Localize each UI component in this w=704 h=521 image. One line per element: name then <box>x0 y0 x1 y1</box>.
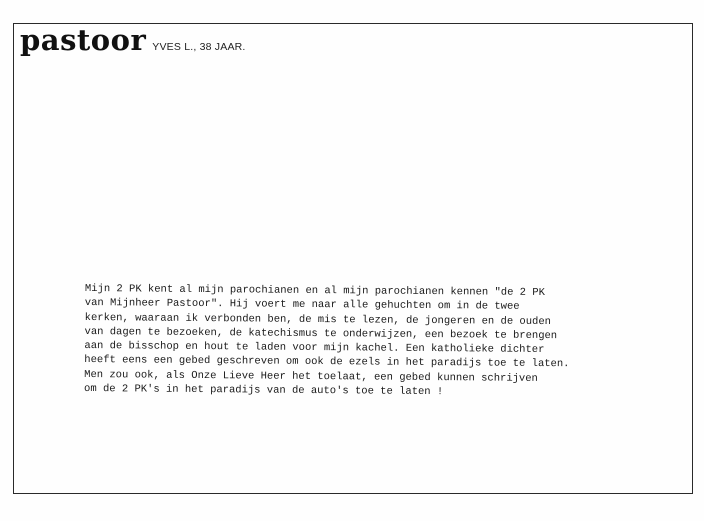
heading <box>20 23 246 57</box>
text-line: van dagen te bezoeken, de katechismus te onderwijzen, een bezoek te brengen <box>84 325 558 343</box>
page-title: pastoor <box>20 23 147 57</box>
text-line: kerken, waaraan ik verbonden ben, de mis te lezen, de jongeren en de ouden <box>84 311 552 328</box>
text-line: heeft eens een gebed geschreven om ook de ezels in het paradijs toe te laten. <box>84 354 570 371</box>
text-line: Mijn 2 PK kent al mijn parochianen en al mijn parochianen kennen "de 2 PK <box>84 282 545 300</box>
text-line: aan de bisschop en hout te laden voor mijn kachel. Een katholieke dichter <box>84 340 545 357</box>
text-line: Men zou ook, als Onze Lieve Heer het toelaat, een gebed kunnen schrijven <box>84 368 538 385</box>
body-paragraph <box>84 282 590 401</box>
text-line: om de 2 PK's in het paradijs van de auto's toe te laten ! <box>84 383 444 399</box>
page-frame <box>13 23 693 494</box>
page-subtitle: YVES L., 38 JAAR. <box>152 41 246 53</box>
text-line: van Mijnheer Pastoor". Hij voert me naar alle gehuchten om in de twee <box>84 297 520 314</box>
